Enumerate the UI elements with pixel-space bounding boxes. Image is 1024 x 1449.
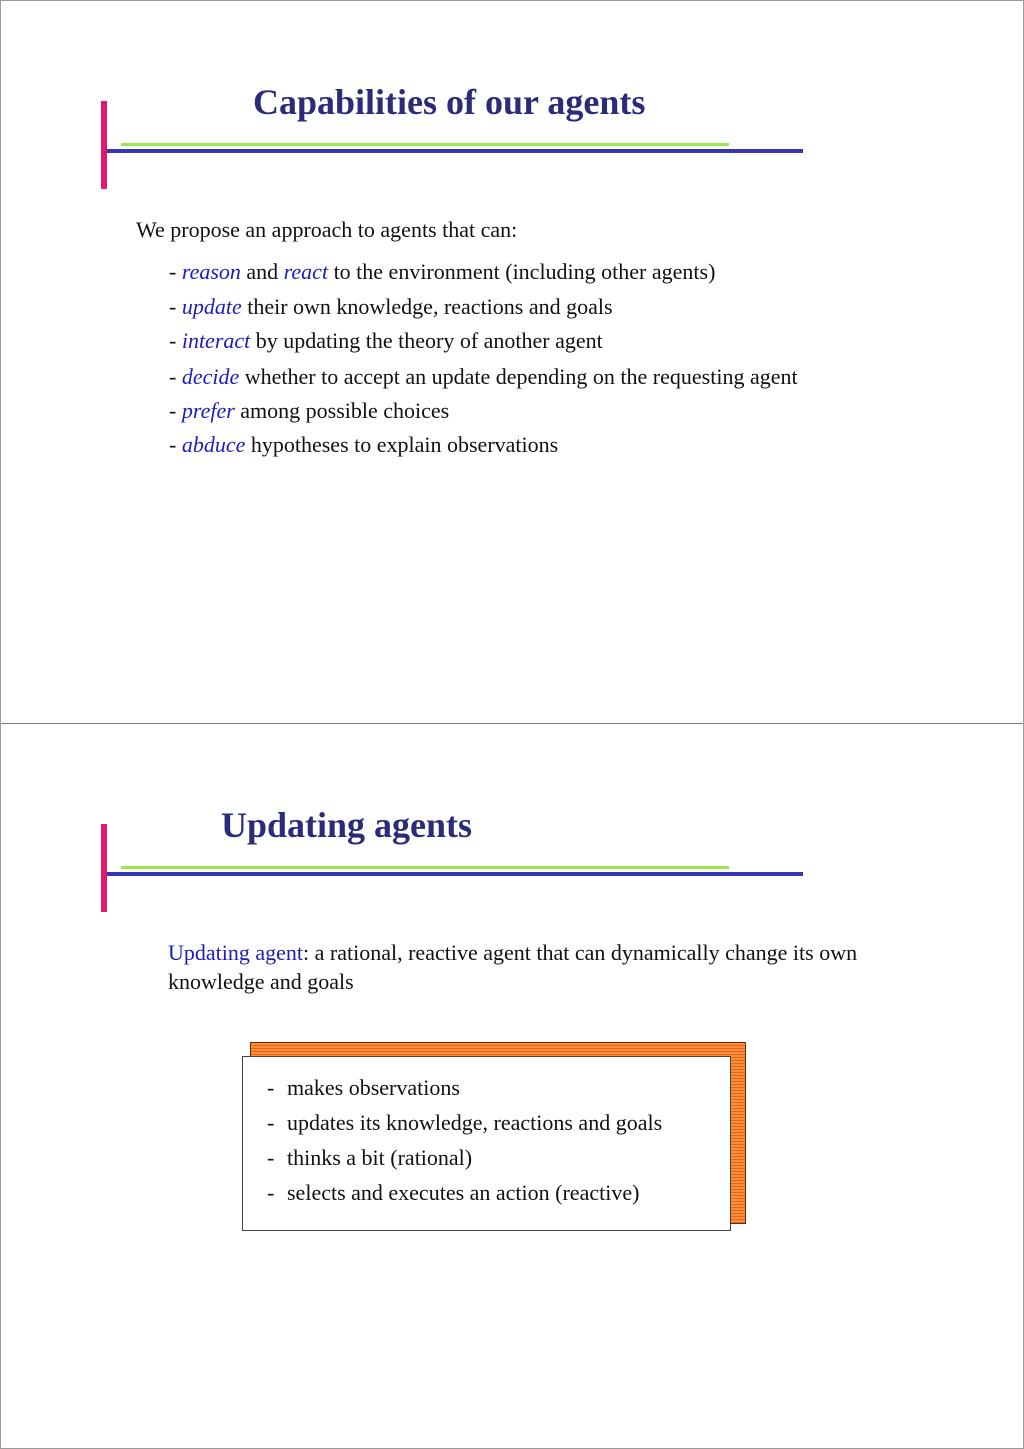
title-underline-green <box>121 143 729 146</box>
verb-prefer: prefer <box>181 398 235 423</box>
title-accent-bar <box>101 824 107 912</box>
definition-term: Updating agent <box>168 940 304 965</box>
intro-text: We propose an approach to agents that can: <box>136 217 518 242</box>
list-item <box>267 1110 662 1145</box>
verb-abduce: abduce <box>181 432 246 457</box>
item-text: makes observations <box>287 1075 460 1100</box>
verb-update: update <box>181 294 242 319</box>
item-text: selects and executes an action (reactive) <box>287 1180 640 1205</box>
verb-reason: reason <box>181 259 241 284</box>
definition-text: : a rational, reactive agent that can dynamically change its own knowledge and goals <box>168 940 858 994</box>
capability-list <box>169 259 798 466</box>
list-item <box>169 259 798 294</box>
list-item <box>169 432 798 466</box>
list-item <box>267 1180 662 1215</box>
bullet-dash: - <box>169 364 177 389</box>
bullet-dash: - <box>169 328 177 353</box>
bullet-dash: - <box>267 1110 275 1135</box>
bullet-dash: - <box>267 1180 275 1205</box>
item-text: updates its knowledge, reactions and goals <box>287 1110 663 1135</box>
list-item <box>267 1145 662 1180</box>
slide-title: Capabilities of our agents <box>253 82 646 122</box>
verb-interact: interact <box>181 328 251 353</box>
bullet-dash: - <box>169 259 177 284</box>
item-text: hypotheses to explain observations <box>245 432 559 457</box>
title-underline-blue <box>107 149 803 153</box>
list-item <box>267 1075 662 1110</box>
slide-capabilities <box>1 1 1023 723</box>
title-accent-bar <box>101 101 107 189</box>
item-text: to the environment (including other agents) <box>328 259 716 284</box>
agent-cycle-list <box>267 1075 662 1215</box>
slide-title: Updating agents <box>221 805 473 845</box>
verb-decide: decide <box>181 364 240 389</box>
bullet-dash: - <box>169 294 177 319</box>
bullet-dash: - <box>169 398 177 423</box>
slide-updating-agents <box>1 724 1023 1447</box>
list-item <box>169 364 798 398</box>
item-text: among possible choices <box>234 398 450 423</box>
connector-text: and <box>240 259 284 284</box>
list-item <box>169 328 798 364</box>
agent-cycle-box <box>242 1056 731 1231</box>
item-text: by updating the theory of another agent <box>250 328 603 353</box>
list-item <box>169 398 798 432</box>
item-text: their own knowledge, reactions and goals <box>241 294 613 319</box>
item-text: whether to accept an update depending on the requesting agent <box>239 364 798 389</box>
bullet-dash: - <box>267 1075 275 1100</box>
title-underline-blue <box>107 872 803 876</box>
list-item <box>169 294 798 328</box>
bullet-dash: - <box>169 432 177 457</box>
verb-react: react <box>283 259 329 284</box>
bullet-dash: - <box>267 1145 275 1170</box>
title-underline-green <box>121 866 729 869</box>
definition-paragraph <box>168 938 868 996</box>
item-text: thinks a bit (rational) <box>287 1145 473 1170</box>
